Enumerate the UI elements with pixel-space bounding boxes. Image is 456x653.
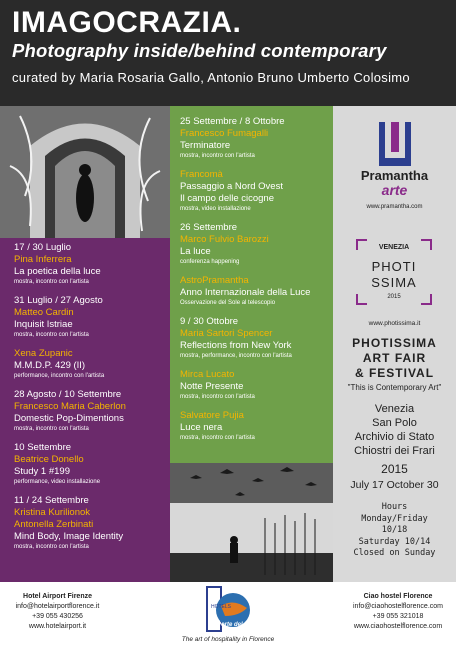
venue-line1: Venezia [374,403,415,415]
middle-photo-art [170,463,333,582]
opening-hours [333,502,456,560]
event-note: Osservazione del Sole al telescopio [180,300,276,306]
hours-line3: 10/18 [381,525,408,535]
event-item [180,316,310,361]
venue-line4: Chiostri dei Frari [354,445,435,457]
event-artist: Marco Fulvio Barozzi [180,234,269,245]
fair-line3: & FESTIVAL [354,366,435,380]
hours-line5: Closed on Sunday [353,548,436,558]
event-note: mostra, incontro con l'artista [180,153,255,159]
hotel-airport-url[interactable]: www.hotelairport.it [28,623,87,630]
fair-line1: PHOTISSIMA [352,336,437,350]
pramantha-logo-icon [377,120,413,168]
event-note: performance, incontro con l'artista [14,373,105,379]
hotel-airport-phone: +39 055 430256 [32,613,83,620]
middle-photo [170,463,333,582]
event-item [180,369,310,402]
event-artist: Mirca Lucato [180,369,235,380]
event-item [14,389,126,434]
event-title: Inquisit Istriae [14,319,73,330]
event-artist: Francesco Fumagalli [180,128,269,139]
venue-line2: San Polo [372,417,417,429]
event-item [180,410,310,443]
left-photo-art [0,106,170,238]
event-note: conferenza happening [180,259,240,265]
event-item [180,116,310,161]
right-column [333,106,456,582]
ciao-hostel-email[interactable]: info@ciaohostelflorence.com [353,603,443,610]
event-date: 25 Settembre / 8 Ottobre [180,116,285,127]
fair-line2: ART FAIR [362,351,427,365]
event-artist: Matteo Cardin [14,307,74,318]
photissima-line1: PHOTI [371,259,417,274]
event-artist: Francomà [180,169,223,180]
pramantha-name: Pramantha [360,168,429,183]
event-artist: Beatrice Donello [14,454,84,465]
event-title: Study 1 #199 [14,466,70,477]
ciao-hostel-url[interactable]: www.ciaohostelflorence.com [353,623,443,630]
event-title: Mind Body, Image Identity [14,531,124,542]
logo-hotels-text: HOTELS [211,604,232,610]
event-title: Terminatore [180,140,231,151]
festival-year: 2015 [381,462,408,476]
photissima-url[interactable]: www.photissima.it [368,320,421,327]
event-title: Luce nera [180,422,223,433]
event-note: mostra, video installazione [180,206,251,212]
porte-del-mondo-logo-icon [203,586,264,634]
event-title: La luce [180,246,211,257]
event-title: M.M.D.P. 429 (II) [14,360,86,371]
event-note: mostra, incontro con l'artista [180,394,255,400]
event-title: Domestic Pop-Dimentions [14,413,124,424]
pramantha-url[interactable]: www.pramantha.com [366,204,423,210]
header [0,0,456,106]
event-title: Notte Presente [180,381,244,392]
event-item [14,295,126,340]
event-date: 9 / 30 Ottobre [180,316,239,327]
venue-line3: Archivio di Stato [354,431,435,443]
event-date: 31 Luglio / 27 Agosto [14,295,103,306]
event-item [180,275,310,308]
hotel-airport-name: Hotel Airport Firenze [23,593,92,600]
photissima-logo [355,238,433,306]
fair-tagline: "This is Contemporary Art" [347,383,442,392]
festival-dates: July 17 October 30 [350,479,439,491]
hospitality-tagline: The art of hospitality in Florence [181,636,275,643]
event-title: Anno Internazionale della Luce [180,287,311,298]
event-artist: Pina Inferrera [14,254,72,265]
event-item [14,348,126,381]
event-title: Passaggio a Nord Ovest Il campo delle cicogne [180,181,283,204]
footer [0,582,456,653]
left-column [0,106,170,582]
ciao-hostel-contact [340,592,456,632]
poster-subtitle: Photography inside/behind contemporary [12,40,387,61]
event-artist: AstroPramantha [180,275,249,286]
photissima-line2: SSIMA [371,275,417,290]
event-date: 11 / 24 Settembre [14,495,89,506]
ciao-hostel-phone: +39 055 321018 [372,613,424,620]
event-item [14,442,126,487]
event-artist: Xena Zupanic [14,348,73,359]
middle-column [170,106,333,582]
event-artist: Antonella Zerbinati [14,519,94,530]
pramantha-arte: arte [381,182,408,198]
event-note: mostra, incontro con l'artista [180,435,255,441]
curators-line: curated by Maria Rosaria Gallo, Antonio Bruno Umberto Colosimo [12,70,410,85]
event-date: 28 Agosto / 10 Settembre [14,389,122,400]
middle-events [180,116,310,451]
event-artist: Francesco Maria Caberlon [14,401,126,412]
photissima-city: VENEZIA [378,244,410,251]
event-item [180,169,310,214]
event-date: 26 Settembre [180,222,238,233]
left-events [14,242,126,560]
hotel-airport-email[interactable]: info@hotelairportflorence.it [15,603,100,610]
event-note: performance, video installazione [14,479,101,485]
hours-line1: Hours [381,502,408,512]
hours-line4: Saturday 10/14 [358,536,431,547]
fair-heading [333,336,456,381]
event-artist: Kristina Kurilionok [14,507,91,518]
event-title: Reflections from New York [180,340,292,351]
event-note: mostra, incontro con l'artista [14,544,89,550]
ciao-hostel-name: Ciao hostel Florence [363,593,433,600]
event-note: mostra, incontro con l'artista [14,279,89,285]
poster-title: IMAGOCRAZIA. [12,6,242,39]
event-item [14,242,126,287]
event-note: mostra, incontro con l'artista [14,426,89,432]
hotel-airport-contact [0,592,115,632]
event-date: 17 / 30 Luglio [14,242,72,253]
event-note: mostra, performance, incontro con l'artista [180,353,292,359]
event-artist: Maria Sartori Spencer [180,328,273,339]
photissima-year: 2015 [387,294,401,300]
left-photo [0,106,170,238]
event-title: La poetica della luce [14,266,101,277]
event-item [180,222,310,267]
logo-main-text: Porte del Mondo [217,622,264,628]
hours-line2: Monday/Friday [361,513,428,524]
event-artist: Salvatore Pujia [180,410,244,421]
event-note: mostra, incontro con l'artista [14,332,89,338]
venue [333,402,456,458]
event-date: 10 Settembre [14,442,72,453]
event-item [14,495,126,552]
